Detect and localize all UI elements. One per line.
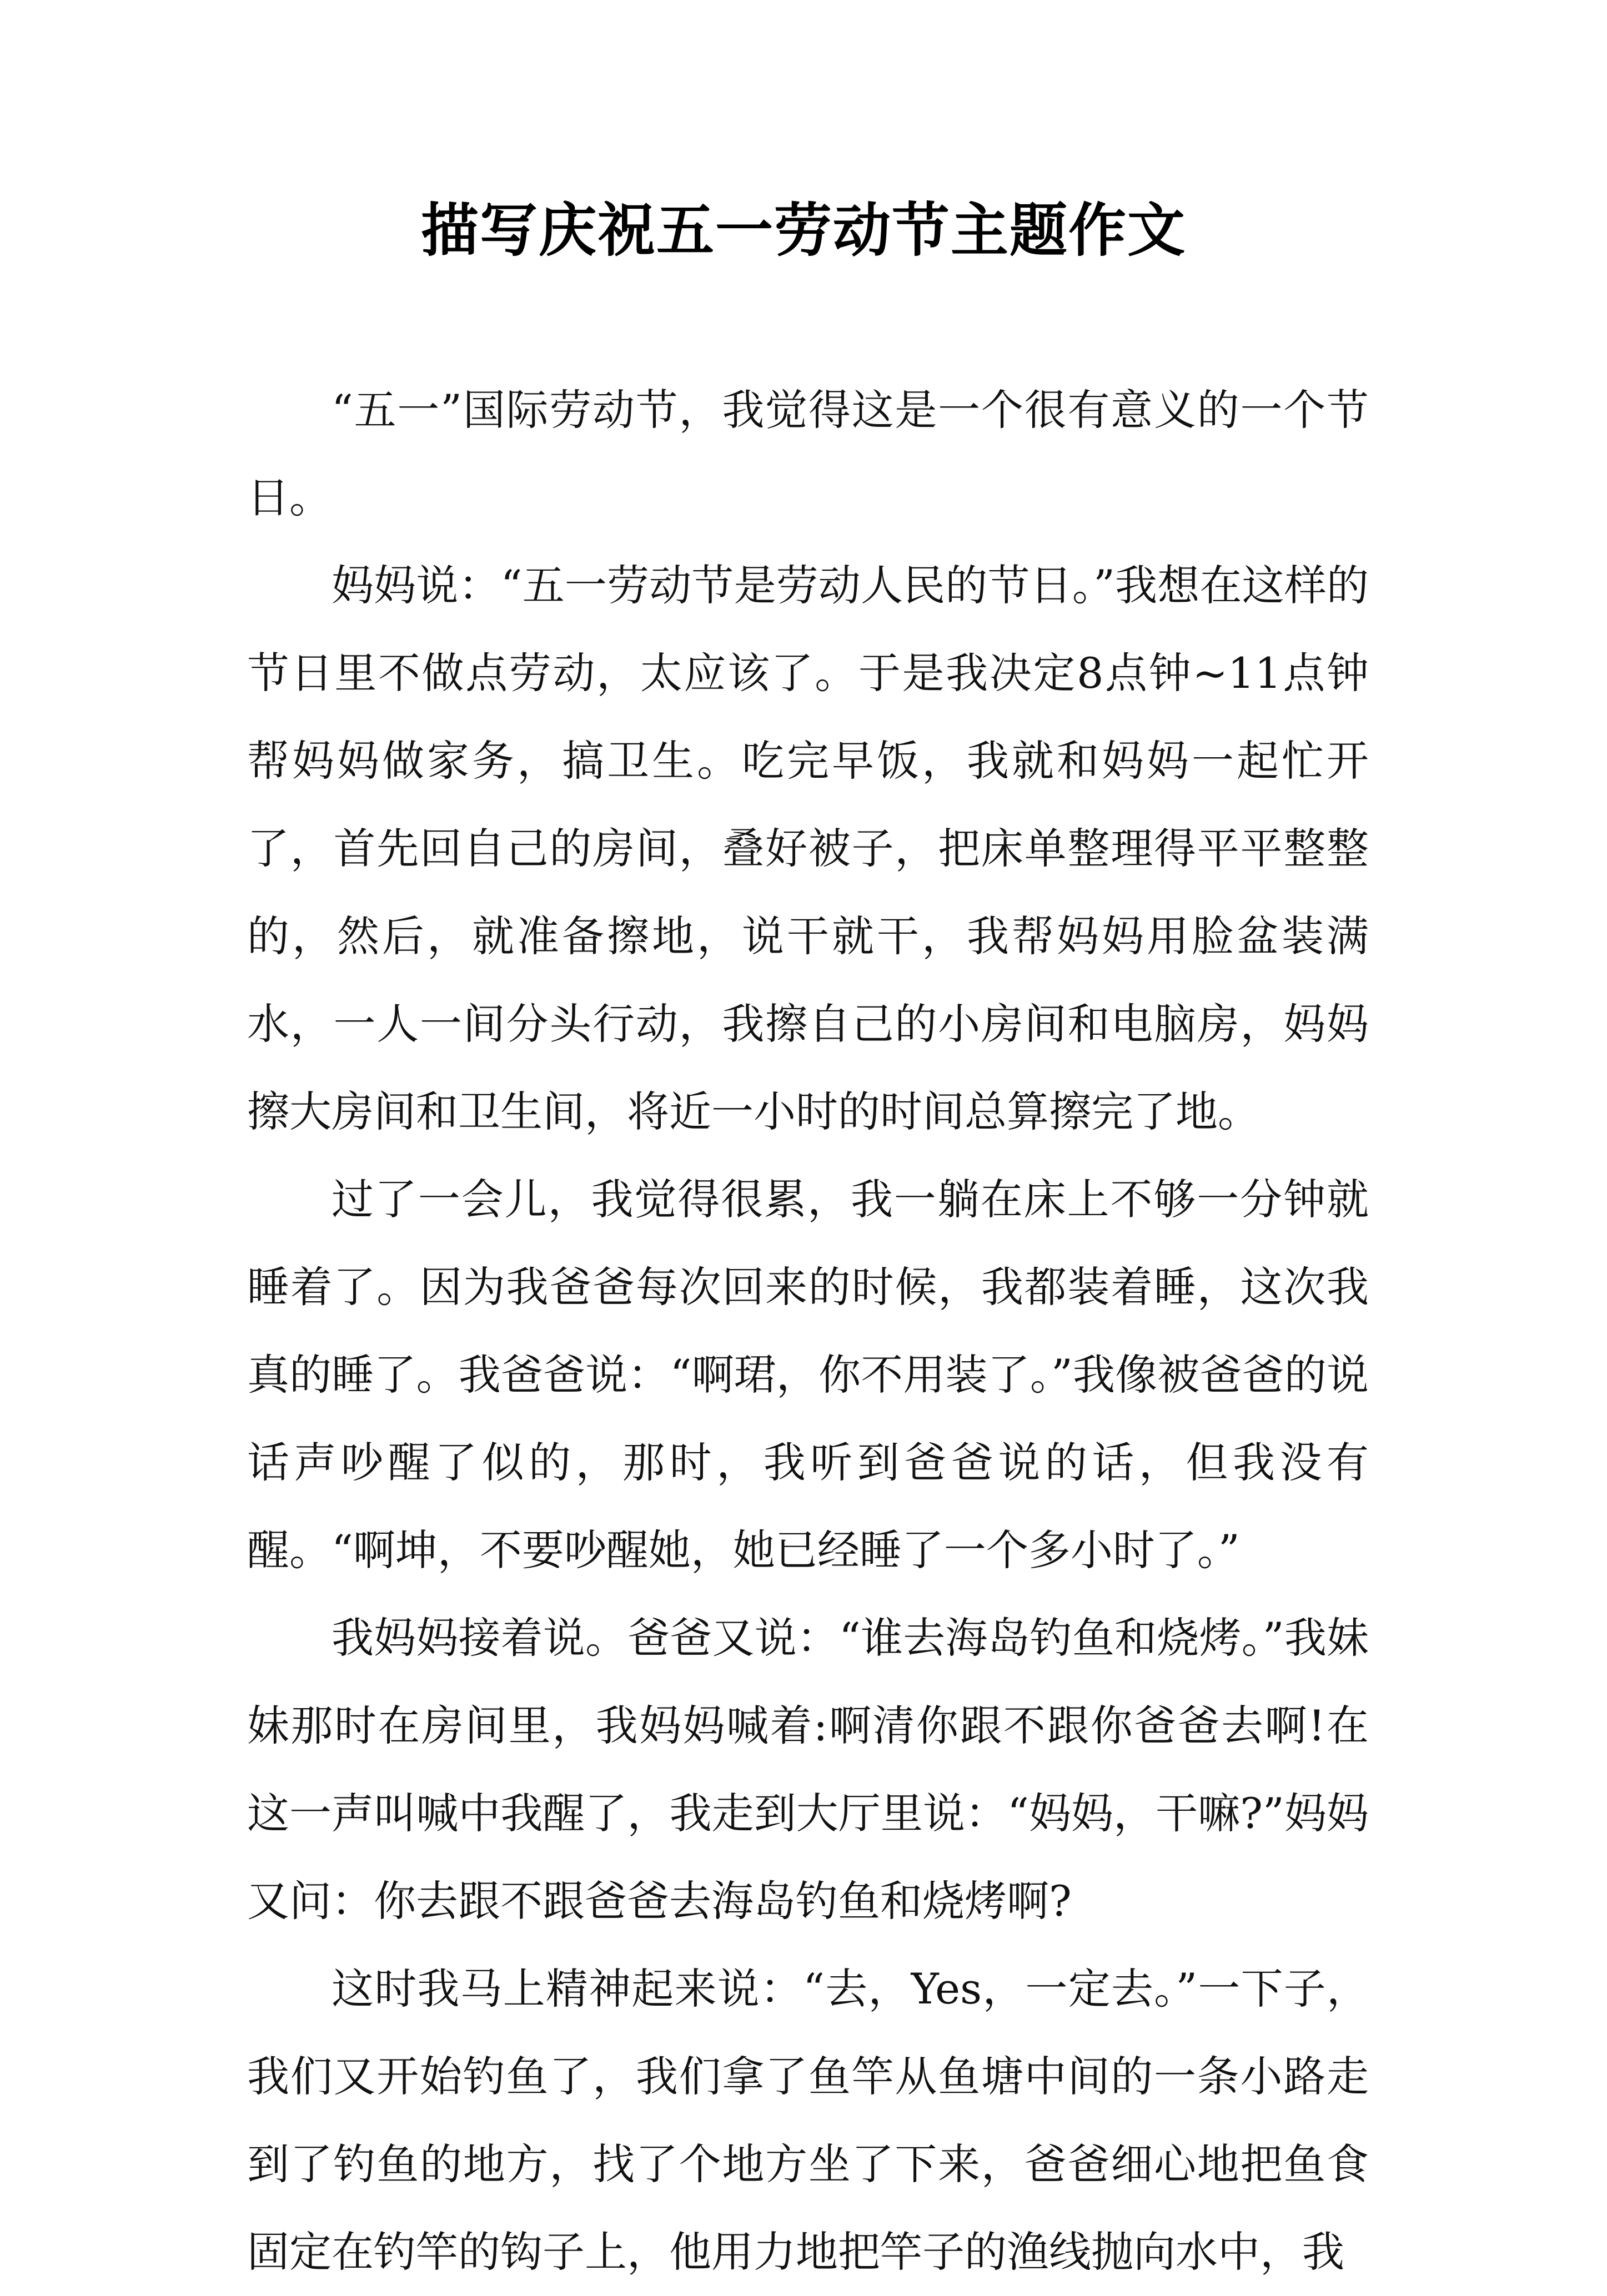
paragraph-3: 过了一会儿，我觉得很累，我一躺在床上不够一分钟就睡着了。因为我爸爸每次回来的时候，我都装着睡，这次我真的睡了。我爸爸说：“啊珺，你不用装了。”我像被爸爸的说话声吵醒了似的，那时，我听到爸爸说的话，但我没有醒。“啊坤，不要吵醒她，她已经睡了一个多小时了。” [247,1175,1369,1575]
paragraph-2: 妈妈说：“五一劳动节是劳动人民的节日。”我想在这样的节日里不做点劳动，太应该了。于是我决定8点钟~11点钟帮妈妈做家务，搞卫生。吃完早饭，我就和妈妈一起忙开了，首先回自己的房间，叠好被子，把床单整理得平平整整的，然后，就准备擦地，说干就干，我帮妈妈用脸盆装满水，一人一间分头行动，我擦自己的小房间和电脑房，妈妈擦大房间和卫生间，将近一小时的时间总算擦完了地。 [247,561,1369,1136]
document-title: 描写庆祝五一劳动节主题作文 [420,196,1186,264]
document-body [247,366,1369,2296]
paragraph-1: “五一”国际劳动节，我觉得这是一个很有意义的一个节日。 [247,385,1369,522]
paragraph-5: 这时我马上精神起来说：“去，Yes，一定去。”一下子，我们又开始钓鱼了，我们拿了鱼竿从鱼塘中间的一条小路走到了钓鱼的地方，找了个地方坐了下来，爸爸细心地把鱼食固定在钓竿的钩子上，他用力地把竿子的渔线抛向水中，我 [247,1964,1369,2277]
paragraph-4: 我妈妈接着说。爸爸又说：“谁去海岛钓鱼和烧烤。”我妹妹那时在房间里，我妈妈喊着:啊清你跟不跟你爸爸去啊!在这一声叫喊中我醒了，我走到大厅里说：“妈妈，干嘛?”妈妈又问：你去跟不跟爸爸去海岛钓鱼和烧烤啊? [247,1613,1369,1926]
